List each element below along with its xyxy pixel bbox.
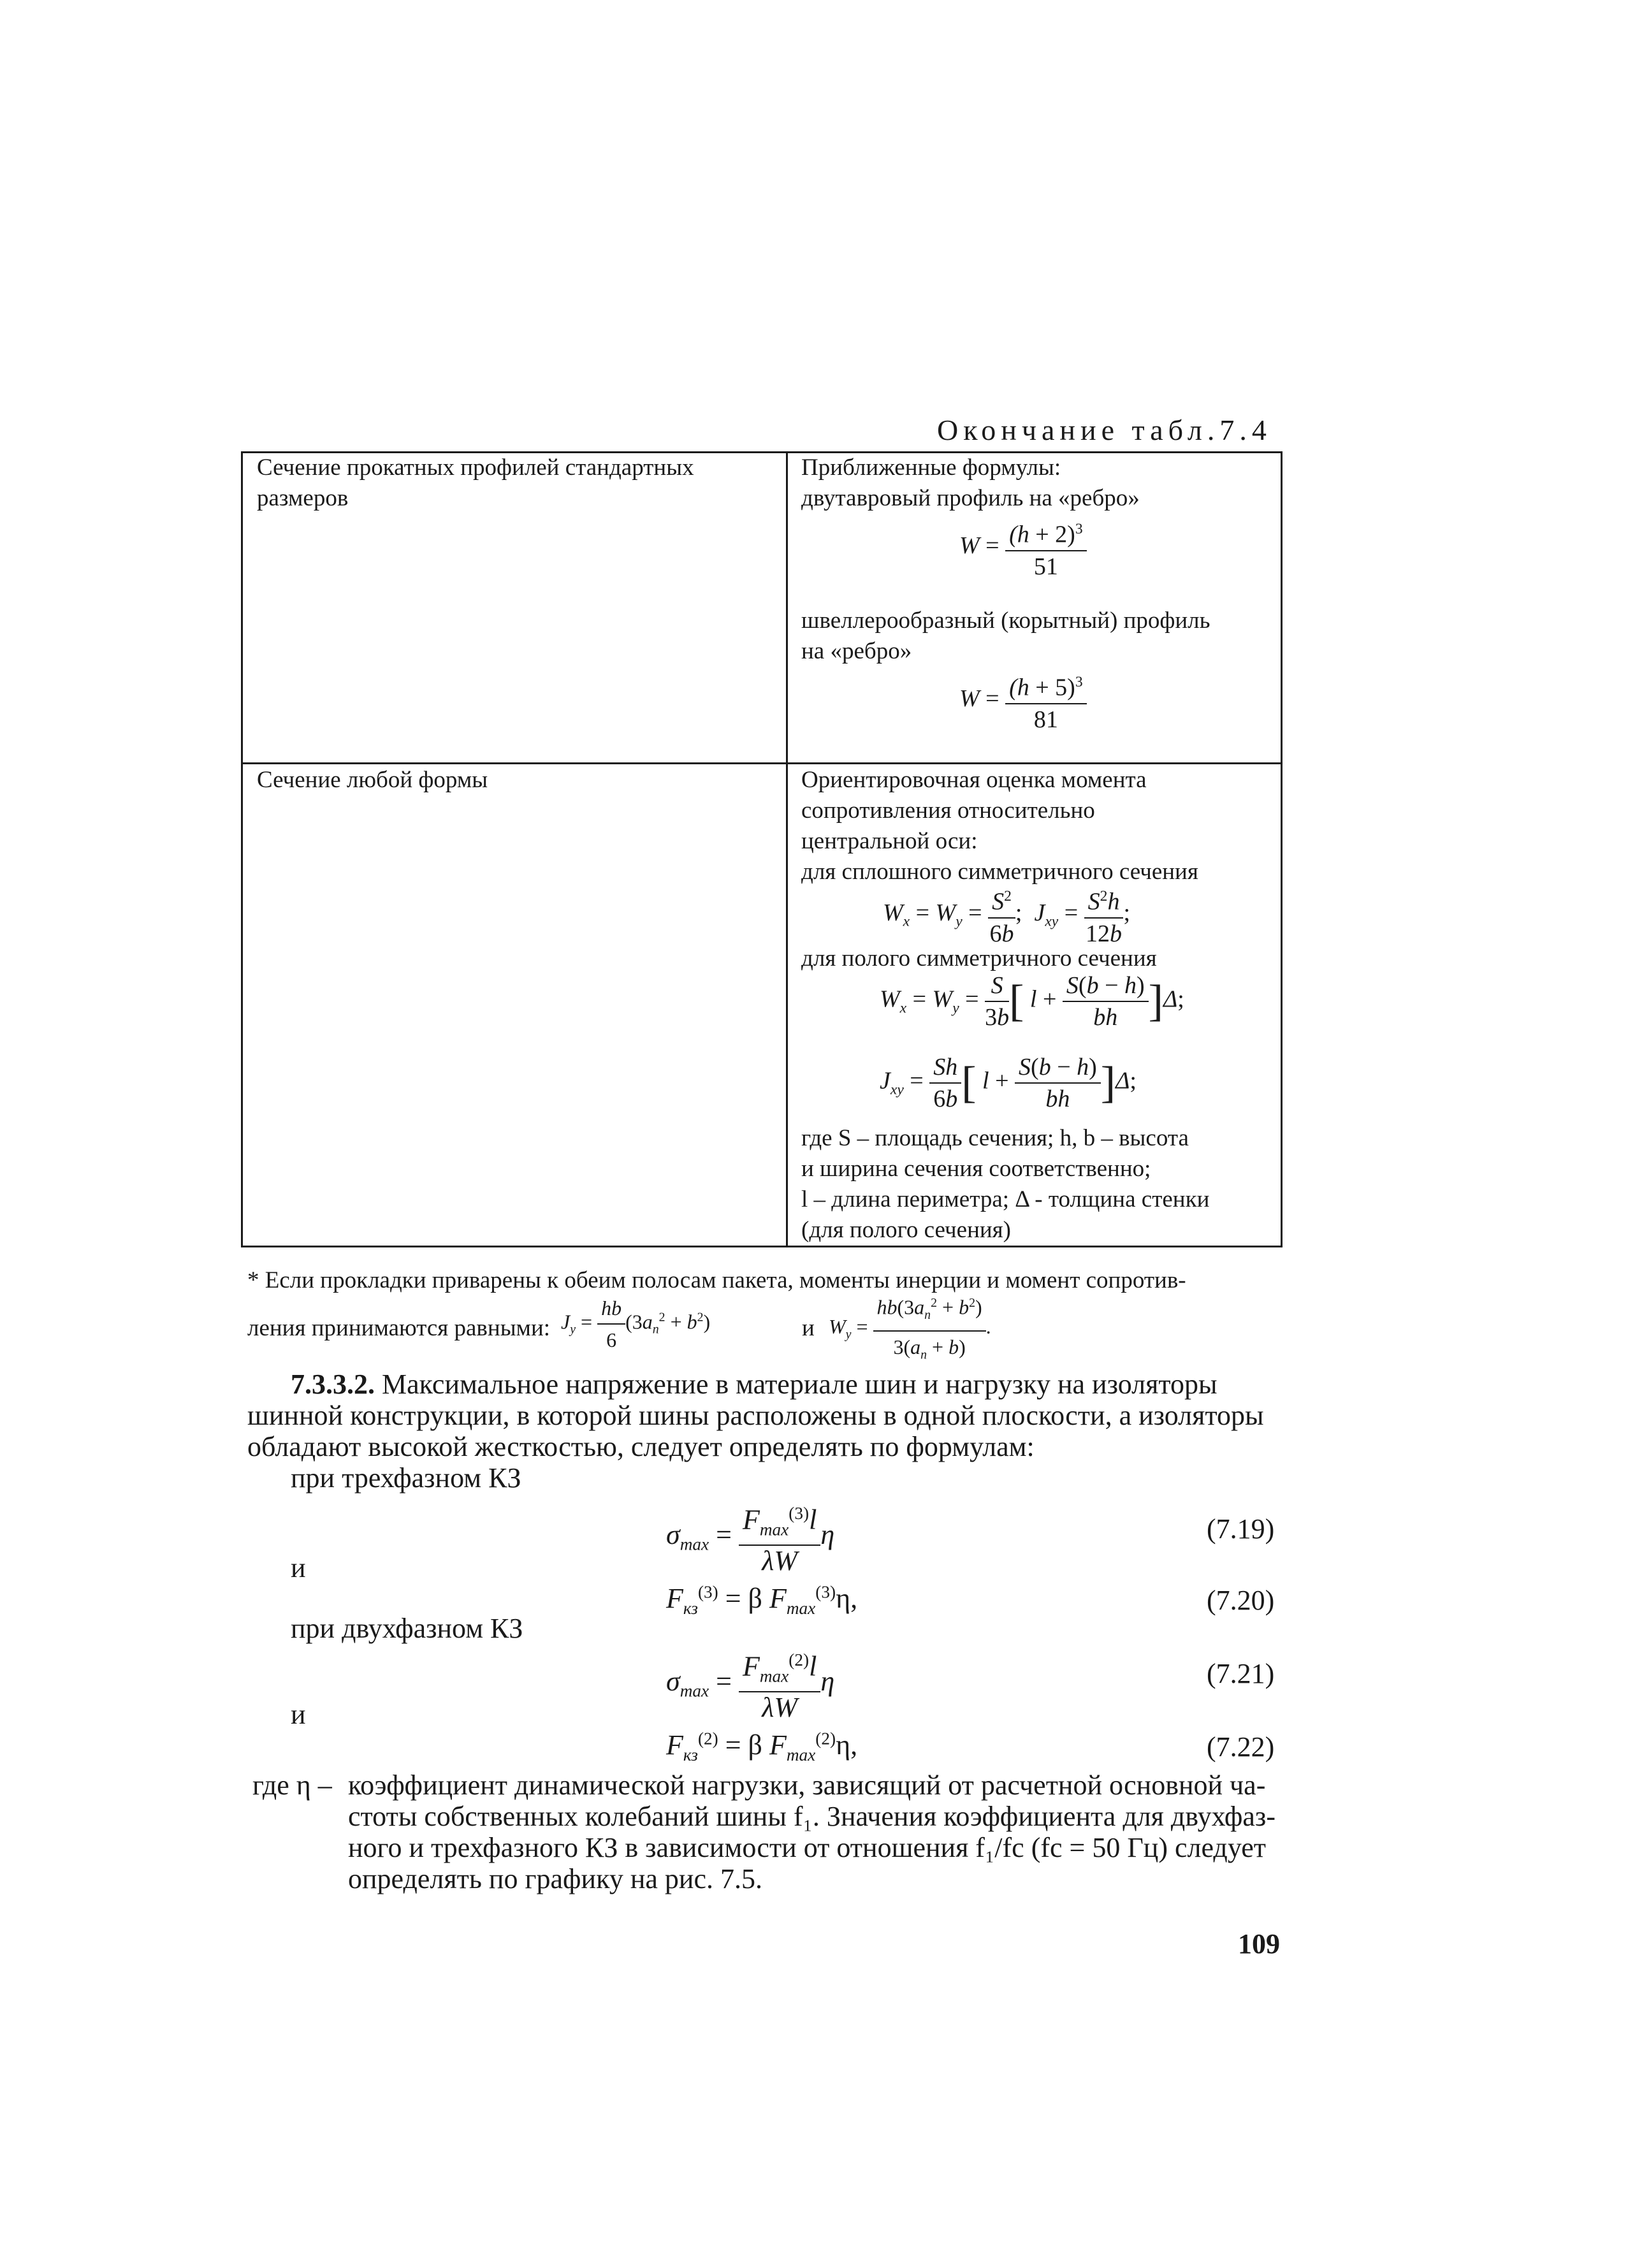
paragraph-line2: шинной конструкции, в которой шины расположены в одной плоскости, а изоляторы — [247, 1400, 1264, 1431]
where-line2: стоты собственных колебаний шины f₁. Значения коэффициента для двухфаз- — [348, 1801, 1276, 1832]
row1-right-line4: на «ребро» — [801, 638, 912, 664]
formula-ibeam: W = $\frac{(h + 2)^3}{51}$ — [959, 514, 1087, 582]
formula-solid-section: $W_x = W_y$ = $\frac{S^2}{6b}$ ; $J_{xy}$ = $\frac{S^2h}{12b}$ ; — [883, 881, 1130, 949]
paragraph-number: 7.3.3.2. — [291, 1369, 375, 1400]
where-line1: коэффициент динамической нагрузки, зависящий от расчетной основной ча- — [348, 1770, 1266, 1801]
equation-7-21: $\sigma_{max}$ = $\frac{F_{max}^{(2)}l}{\lambda W}$ η — [666, 1645, 834, 1723]
table-border-right — [1281, 451, 1283, 1247]
equation-number-7-19: (7.19) — [1207, 1513, 1275, 1545]
paragraph-line1 — [291, 1369, 1217, 1400]
where-line3: ного и трехфазного КЗ в зависимости от отношения f₁/fс (fс = 50 Гц) следует — [348, 1832, 1266, 1863]
formula-channel: W = $\frac{(h + 5)^3}{81}$ — [959, 667, 1087, 735]
equation-7-20: $F_{кз}^{(3)} = \beta$ $F_{max}^{(3)}\eta$, — [666, 1582, 858, 1618]
where-line4: определять по графику на рис. 7.5. — [348, 1863, 762, 1894]
row2-right-line2: сопротивления относительно — [801, 797, 1095, 824]
equation-7-19: $\sigma_{max}$ = $\frac{F_{max}^{(3)}l}{\lambda W}$ η — [666, 1498, 834, 1576]
row2-right-line4: для сплошного симметричного сечения — [801, 859, 1198, 885]
row1-left-line1: Сечение прокатных профилей стандартных — [257, 454, 694, 481]
page-number: 109 — [1238, 1928, 1280, 1959]
equation-number-7-20: (7.20) — [1207, 1585, 1275, 1616]
equation-number-7-22: (7.22) — [1207, 1731, 1275, 1763]
three-phase-label: при трехфазном КЗ — [291, 1462, 521, 1494]
table-border-left — [241, 451, 243, 1247]
two-phase-label: при двухфазном КЗ — [291, 1613, 523, 1644]
row2-right-line6: где S – площадь сечения; h, b – высота — [801, 1125, 1189, 1151]
table-border-bottom — [241, 1246, 1283, 1247]
row1-right-line2: двутавровый профиль на «ребро» — [801, 485, 1140, 511]
equation-7-22: $F_{кз}^{(2)} = \beta$ $F_{max}^{(2)}\eta$, — [666, 1729, 858, 1764]
and-label-1: и — [291, 1552, 306, 1583]
row1-left-line2: размеров — [257, 485, 349, 511]
table-border-middle — [241, 762, 1283, 764]
formula-hollow-w: $W_x = W_y$ = $\frac{S}{3b}$ [ l + $\frac{S(b - h)}{bh}$ ]Δ; — [880, 970, 1184, 1033]
formula-hollow-j: $J_{xy}$ = $\frac{Sh}{6b}$ [ l + $\frac{S(b - h)}{bh}$ ]Δ; — [880, 1052, 1137, 1114]
footnote-line1: * Если прокладки приварены к обеим полосам пакета, моменты инерции и момент сопротив- — [247, 1267, 1186, 1293]
footnote-line2-lead: ления принимаются равными: — [247, 1315, 551, 1341]
row2-right-line8: l – длина периметра; Δ - толщина стенки — [801, 1186, 1210, 1212]
row1-right-line1: Приближенные формулы: — [801, 454, 1061, 481]
footnote-formula-wy: $W_y$ = $\frac{hb(3a_n^2 + b^2)}{3(a_n + b)}$ . — [829, 1288, 991, 1370]
table-border-center — [786, 451, 788, 1247]
row1-right-line3: швеллерообразный (корытный) профиль — [801, 607, 1210, 634]
where-lead: где η – — [252, 1770, 332, 1801]
row2-right-line9: (для полого сечения) — [801, 1217, 1012, 1243]
footnote-formula-jy: $J_y$ = $\frac{hb}{6}$ $(3a_n^2 + b^2)$ — [561, 1293, 710, 1355]
row2-right-line7: и ширина сечения соответственно; — [801, 1156, 1151, 1182]
and-label-2: и — [291, 1699, 306, 1730]
row2-right-line3: центральной оси: — [801, 828, 978, 854]
equation-number-7-21: (7.21) — [1207, 1658, 1275, 1689]
row2-right-line1: Ориентировочная оценка момента — [801, 767, 1147, 793]
table-caption: Окончание табл.7.4 — [937, 414, 1272, 446]
row2-right-line5: для полого симметричного сечения — [801, 945, 1157, 971]
paragraph-line3: обладают высокой жесткостью, следует определять по формулам: — [247, 1431, 1035, 1462]
footnote-conj: и — [802, 1315, 815, 1341]
paragraph-line1-text: Максимальное напряжение в материале шин и нагрузку на изоляторы — [375, 1369, 1217, 1400]
row2-left-line1: Сечение любой формы — [257, 767, 488, 793]
